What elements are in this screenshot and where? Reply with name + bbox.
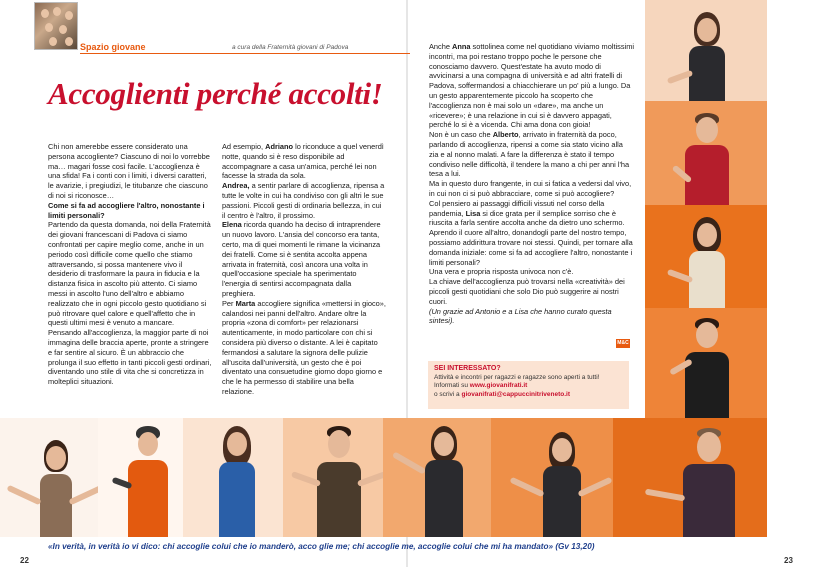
photo-panel-alberto xyxy=(645,101,767,205)
paragraph xyxy=(48,201,213,221)
curated-by: a cura della Fraternità giovani di Padova xyxy=(232,44,349,51)
question-heading: Come si fa ad accogliere l'altro, nonostante i limiti personali? xyxy=(48,200,205,220)
section-label: Spazio giovane xyxy=(80,42,146,52)
person-name: Lisa xyxy=(465,208,481,218)
photo-strip-3 xyxy=(183,418,283,537)
paragraph: Ma in questo duro frangente, in cui si fatica a vedersi dal vivo, in cui non ci si può abbracciare, come si può accogliere? xyxy=(429,179,632,198)
paragraph: Una vera e propria risposta univoca non c'è. xyxy=(429,267,574,277)
paragraph: Ad esempio, Adriano lo riconduce a quel venerdì notte, quando si è reso disponibile ad accompagnare a casa un'amica, perché lei non facesse la strada da sola. xyxy=(222,142,384,181)
info-text: Attività e incontri per ragazzi e ragazze sono aperti a tutti! Informati su xyxy=(434,373,600,390)
paragraph: Partendo da questa domanda, noi della Fraternità dei giovani francescani di Padova ci siamo confrontati per capire meglio come, anche in un periodo così difficile come quello che stiamo attraversando, si possa mantenere vivo il desiderio di trasformare la paura in fiducia e la distanza fisica in ascolto più attento. Ci siamo messi in ascolto l'uno dell'altro e abbiamo realizzato che in ogni piccolo gesto quotidiano si può ritrovare quel calore e quell'affetto che in questi ultimi mesi è venuto a mancare. xyxy=(48,220,211,328)
group-photo-thumbnail xyxy=(34,2,78,50)
section-rule xyxy=(80,53,410,54)
person-name: Alberto xyxy=(492,130,519,140)
email-link[interactable]: giovanifrati@cappuccinitriveneto.it xyxy=(461,390,571,398)
person-name: Andrea, xyxy=(222,181,250,191)
photo-strip-2 xyxy=(98,418,183,537)
paragraph: Col pensiero ai passaggi difficili vissuti nel corso della pandemia, Lisa si dice grata per il semplice sorriso che è riuscita a farla sentire accolta anche da dietro uno schermo. Aprendo il cuore all'altro, donandogli parte del nostro tempo, possiamo addirittura trovare noi stessi. Quindi, per tornare alla domanda iniziale: come si fa ad accogliere l'altro, nonostante i limiti personali? xyxy=(429,198,633,267)
text-column-2 xyxy=(222,142,386,397)
thanks-note: (Un grazie ad Antonio e a Lisa che hanno curato questa sintesi). xyxy=(429,306,612,326)
photo-strip-7 xyxy=(613,418,767,537)
bible-quote: «In verità, in verità io vi dico: chi accoglie colui che io manderò, acco glie me; chi accoglie me, accoglie colui che mi ha mandato» (Gv 13,20) xyxy=(48,542,595,551)
page-number-left: 22 xyxy=(20,556,29,565)
website-link[interactable]: www.giovanifrati.it xyxy=(469,382,528,390)
photo-strip-1 xyxy=(0,418,98,537)
paragraph: Anche Anna sottolinea come nel quotidiano viviamo moltissimi incontri, ma poi restano troppo poche le persone che conosciamo davvero. Quest'estate ha avuto modo di avvicinarsi a una compagna di università e ad altri fratelli di Padova, soffermandosi a chiacchierare un po' più a lungo. Da un gesto apparentemente piccolo ha scoperto che l'accoglienza non è mai solo un «dare», ma anche un «ricevere»; è una relazione in cui si è davvero appagati, perché lo si è a vicenda. Chi ama dona con gioia! xyxy=(429,42,634,130)
info-box xyxy=(428,361,629,409)
author-signature: M&C xyxy=(617,340,629,346)
paragraph: Elena ricorda quando ha deciso di intraprendere un nuovo lavoro. L'ansia del concorso era tanta, certo, ma di quei momenti le rimane la vicinanza dei fratelli. Come si è sentita accolta appena arrivata in fraternità, così ancora una volta in quell'occasione speciale ha sperimentato l'energia di sentirsi accompagnata dalla preghiera. xyxy=(222,220,381,298)
photo-strip-4 xyxy=(283,418,383,537)
person-name: Marta xyxy=(235,298,256,308)
article-title: Accoglienti perché accolti! xyxy=(48,76,383,111)
text-column-3 xyxy=(429,42,634,326)
person-name: Anna xyxy=(452,42,471,51)
person-name: Adriano xyxy=(265,142,294,151)
paragraph: Andrea, a sentir parlare di accoglienza, ripensa a tutte le volte in cui ha condiviso con gli altri le sue passioni. Piccoli gesti di ordinaria bellezza, in cui il centro è l'altro, il prossimo. xyxy=(222,181,385,220)
paragraph: Chi non amerebbe essere considerato una persona accogliente? Ciascuno di noi lo vorrebbe ma… magari fosse così facile. L'accoglienza è una sfida! Fa i conti con i limiti, i diversi caratteri, le avarizie, i pregiudizi, le titubanze che ciascuno di noi si riconosce… xyxy=(48,142,210,200)
paragraph: Pensando all'accoglienza, la maggior parte di noi immagina delle braccia aperte, pronte a stringere e far sentire al sicuro. È un abbraccio che prolunga il suo effetto in tanti piccoli gesti ordinari, diventando uno stile di vita che si concretizza in molteplici situazioni. xyxy=(48,328,212,387)
photo-strip-6 xyxy=(491,418,613,537)
paragraph xyxy=(429,307,634,327)
paragraph: La chiave dell'accoglienza può trovarsi nella «creatività» dei piccoli gesti quotidiani che solo Dio può suggerire ai nostri cuori. xyxy=(429,277,625,306)
photo-panel-anna xyxy=(645,0,767,101)
photo-panel-antonio xyxy=(645,308,767,418)
photo-panel-lisa xyxy=(645,205,767,308)
person-name: Elena xyxy=(222,220,242,230)
info-text-2: o scrivi a xyxy=(434,390,460,398)
paragraph: Non è un caso che Alberto, arrivato in fraternità da poco, parlando di accoglienza, ripensi a come sia stato vicino alla zia e al nonno malati. A fare la differenza è stato il tempo condiviso nelle difficoltà, il tendere la mano a chi per anni l'ha tesa a lui. xyxy=(429,130,630,179)
info-heading: SEI INTERESSATO? xyxy=(434,365,501,372)
page-number-right: 23 xyxy=(784,556,793,565)
paragraph: Per Marta accogliere significa «mettersi in gioco», calandosi nei panni dell'altro. Andare oltre la propria «zona di comfort» per relazionarsi autenticamente, in modo particolare con chi si considera più diverso o distante. A lei è capitato fermandosi a salutare la signora delle pulizie all'uscita dall'università, un gesto che è poi diventato una consuetudine giorno dopo giorno e che le ha permesso di stabilire una bella relazione. xyxy=(222,298,386,396)
photo-strip-5 xyxy=(383,418,491,537)
text-column-1 xyxy=(48,142,213,387)
